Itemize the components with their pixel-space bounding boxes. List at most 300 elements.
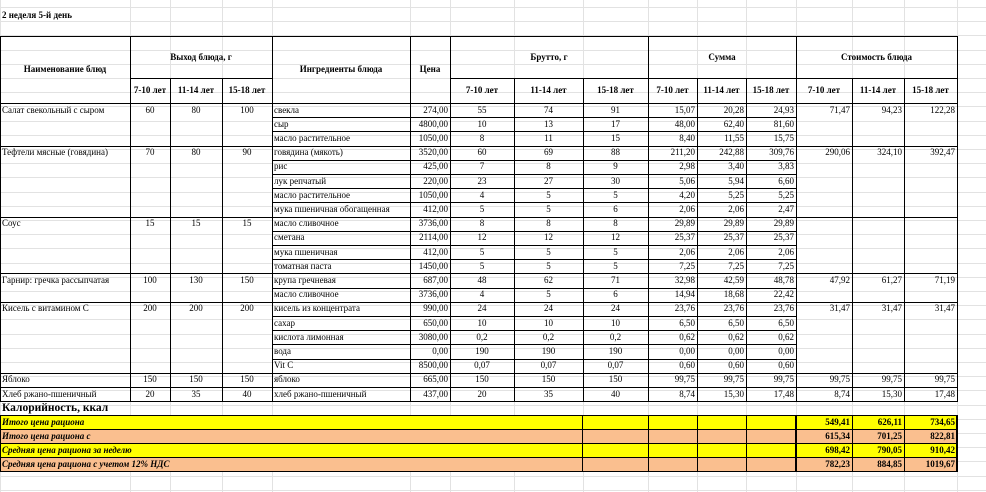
brutto-value[interactable]: 4 xyxy=(479,189,485,200)
sum-value[interactable]: 2,06 xyxy=(679,203,695,214)
yield-value[interactable]: 90 xyxy=(242,147,252,158)
header-age[interactable]: 7-10 лет xyxy=(465,85,499,95)
sum-value[interactable]: 29,89 xyxy=(723,218,744,229)
dish-cost-value[interactable]: 8,74 xyxy=(834,388,850,399)
brutto-value[interactable]: 71 xyxy=(611,274,620,285)
border-line xyxy=(514,78,515,103)
sum-value[interactable]: 0,62 xyxy=(778,331,794,342)
dish-cost-value[interactable]: 99,75 xyxy=(934,374,955,385)
ingredient-name[interactable]: рис xyxy=(274,161,288,172)
header-age[interactable]: 7-10 лет xyxy=(807,85,841,95)
header-age[interactable]: 7-10 лет xyxy=(656,85,689,95)
sum-value[interactable]: 32,98 xyxy=(674,274,695,285)
ingredient-price[interactable]: 990,00 xyxy=(423,303,448,314)
brutto-value[interactable]: 0,2 xyxy=(609,331,622,342)
yield-value[interactable]: 150 xyxy=(143,374,157,385)
sum-value[interactable]: 6,60 xyxy=(778,175,794,186)
ingredient-price[interactable]: 665,00 xyxy=(423,374,448,385)
border-line xyxy=(648,429,649,443)
dish-cost-value[interactable]: 392,47 xyxy=(930,147,955,158)
border-line xyxy=(904,78,905,103)
sum-value[interactable]: 25,37 xyxy=(723,232,744,243)
border-line xyxy=(956,415,958,471)
yield-value[interactable]: 150 xyxy=(240,374,254,385)
border-line xyxy=(582,457,583,471)
border-line xyxy=(746,415,747,429)
brutto-value[interactable]: 11 xyxy=(544,132,553,143)
header-age[interactable]: 11-14 лет xyxy=(530,85,567,95)
brutto-value[interactable]: 0,2 xyxy=(542,331,555,342)
sum-value[interactable]: 7,25 xyxy=(679,260,695,271)
ingredient-price[interactable]: 687,00 xyxy=(423,274,448,285)
ingredient-name[interactable]: масло сливочное xyxy=(274,218,339,229)
ingredient-price[interactable]: 412,00 xyxy=(423,246,448,257)
border-line xyxy=(130,36,131,103)
border-line xyxy=(852,103,853,401)
border-line xyxy=(746,78,747,103)
total-row-label[interactable]: Средняя цена рациона за неделю xyxy=(2,444,132,455)
brutto-value[interactable]: 69 xyxy=(544,147,553,158)
brutto-value[interactable]: 6 xyxy=(613,289,618,300)
brutto-value[interactable]: 4 xyxy=(479,289,485,300)
border-line xyxy=(130,103,131,401)
sum-value[interactable]: 0,00 xyxy=(728,345,744,356)
ingredient-name[interactable]: крупа гречневая xyxy=(274,274,336,285)
ingredient-price[interactable]: 4800,00 xyxy=(418,118,448,129)
ingredient-price[interactable]: 3736,00 xyxy=(418,218,448,229)
sum-value[interactable]: 6,50 xyxy=(778,317,794,328)
sum-value[interactable]: 5,25 xyxy=(778,189,794,200)
border-line xyxy=(746,443,747,457)
total-value[interactable]: 782,23 xyxy=(825,458,850,469)
ingredient-name[interactable]: вода xyxy=(274,345,292,356)
sum-value[interactable]: 48,78 xyxy=(773,274,794,285)
brutto-value[interactable]: 24 xyxy=(544,303,553,314)
yield-value[interactable]: 40 xyxy=(242,388,252,399)
brutto-value[interactable]: 30 xyxy=(611,175,620,186)
border-line xyxy=(904,429,905,443)
sum-value[interactable]: 15,30 xyxy=(723,388,744,399)
ingredient-name[interactable]: лук репчатый xyxy=(274,175,327,186)
yield-value[interactable]: 70 xyxy=(145,147,155,158)
calories-label[interactable]: Калорийность, ккал xyxy=(2,401,109,414)
brutto-value[interactable]: 5 xyxy=(546,260,551,271)
border-line xyxy=(697,457,698,471)
sum-value[interactable]: 25,37 xyxy=(674,232,695,243)
header-cost[interactable]: Стоимость блюда xyxy=(840,51,913,62)
dish-cost-value[interactable]: 17,48 xyxy=(934,388,955,399)
sum-value[interactable]: 0,60 xyxy=(728,360,744,371)
dish-name[interactable]: Тефтели мясные (говядина) xyxy=(2,147,108,158)
header-sum[interactable]: Сумма xyxy=(708,51,736,62)
sum-value[interactable]: 99,75 xyxy=(723,374,744,385)
brutto-value[interactable]: 150 xyxy=(541,374,556,385)
border-line xyxy=(648,457,649,471)
border-line xyxy=(410,36,411,103)
ingredient-name[interactable]: Vit C xyxy=(274,360,294,371)
sum-value[interactable]: 6,50 xyxy=(679,317,695,328)
brutto-value[interactable]: 48 xyxy=(477,274,487,285)
sum-value[interactable]: 29,89 xyxy=(674,218,695,229)
dish-cost-value[interactable]: 122,28 xyxy=(930,104,955,115)
border-line xyxy=(957,103,958,401)
dish-cost-value[interactable]: 324,10 xyxy=(877,147,902,158)
dish-cost-value[interactable]: 15,30 xyxy=(881,388,902,399)
brutto-value[interactable]: 9 xyxy=(613,161,618,172)
sum-value[interactable]: 15,75 xyxy=(773,132,794,143)
brutto-value[interactable]: 12 xyxy=(477,232,487,243)
dish-cost-value[interactable]: 31,47 xyxy=(881,303,902,314)
brutto-value[interactable]: 5 xyxy=(546,289,551,300)
border-line xyxy=(697,429,698,443)
border-line xyxy=(852,457,853,471)
ingredient-price[interactable]: 0,00 xyxy=(432,345,448,356)
sum-value[interactable]: 309,76 xyxy=(769,147,794,158)
sum-value[interactable]: 22,42 xyxy=(773,289,794,300)
border-line xyxy=(272,36,273,103)
brutto-value[interactable]: 12 xyxy=(611,232,620,243)
sum-value[interactable]: 2,06 xyxy=(728,203,744,214)
brutto-value[interactable]: 60 xyxy=(477,147,487,158)
ingredient-name[interactable]: хлеб ржано-пшеничный xyxy=(274,388,367,399)
dish-cost-value[interactable]: 61,27 xyxy=(881,274,902,285)
border-line xyxy=(583,103,584,401)
header-dish-name[interactable]: Наименование блюд xyxy=(23,64,107,74)
border-line xyxy=(697,415,698,429)
brutto-value[interactable]: 8 xyxy=(546,218,551,229)
header-age[interactable]: 15-18 лет xyxy=(752,85,790,95)
border-line xyxy=(582,443,583,457)
brutto-value[interactable]: 62 xyxy=(544,274,553,285)
header-age[interactable]: 11-14 лет xyxy=(703,85,740,95)
sum-value[interactable]: 62,40 xyxy=(723,118,744,129)
ingredient-name[interactable]: сметана xyxy=(274,232,305,243)
sum-value[interactable]: 24,93 xyxy=(773,104,794,115)
border-line xyxy=(583,78,584,103)
ingredient-name[interactable]: мука пшеничная xyxy=(274,246,338,257)
ingredient-price[interactable]: 650,00 xyxy=(423,317,448,328)
yield-value[interactable]: 80 xyxy=(191,147,201,158)
dish-cost-value[interactable]: 71,19 xyxy=(934,274,955,285)
dish-name[interactable]: Яблоко xyxy=(2,374,30,385)
header-age[interactable]: 15-18 лет xyxy=(912,85,949,95)
header-price[interactable]: Цена xyxy=(419,64,441,74)
yield-value[interactable]: 150 xyxy=(189,374,203,385)
brutto-value[interactable]: 6 xyxy=(613,203,618,214)
dish-cost-value[interactable]: 99,75 xyxy=(881,374,902,385)
brutto-value[interactable]: 0,07 xyxy=(474,360,490,371)
ingredient-price[interactable]: 412,00 xyxy=(423,203,448,214)
ingredient-name[interactable]: свекла xyxy=(274,104,300,115)
border-line xyxy=(0,471,958,472)
ingredient-name[interactable]: масло растительное xyxy=(274,189,351,200)
brutto-value[interactable]: 5 xyxy=(613,246,618,257)
sum-value[interactable]: 7,25 xyxy=(728,260,744,271)
dish-cost-value[interactable]: 99,75 xyxy=(829,374,850,385)
sum-value[interactable]: 99,75 xyxy=(773,374,794,385)
dish-cost-value[interactable]: 71,47 xyxy=(829,104,850,115)
sum-value[interactable]: 25,37 xyxy=(773,232,794,243)
sum-value[interactable]: 17,48 xyxy=(773,388,794,399)
ingredient-name[interactable]: сахар xyxy=(274,317,295,328)
yield-value[interactable]: 100 xyxy=(240,104,254,115)
sum-value[interactable]: 11,55 xyxy=(724,132,744,143)
border-line xyxy=(852,78,853,103)
yield-value[interactable]: 200 xyxy=(189,303,203,314)
sum-value[interactable]: 0,00 xyxy=(778,345,794,356)
border-line xyxy=(170,78,171,103)
total-value[interactable]: 1019,67 xyxy=(925,458,955,469)
border-line xyxy=(170,103,171,401)
border-line xyxy=(582,415,583,429)
yield-value[interactable]: 130 xyxy=(189,274,203,285)
sheet-title[interactable]: 2 неделя 5-й день xyxy=(2,9,72,20)
sum-value[interactable]: 4,20 xyxy=(679,189,695,200)
ingredient-name[interactable]: яблоко xyxy=(274,374,300,385)
total-value[interactable]: 734,65 xyxy=(930,416,955,427)
border-line xyxy=(648,415,649,429)
brutto-value[interactable]: 5 xyxy=(613,189,618,200)
border-line xyxy=(697,443,698,457)
brutto-value[interactable]: 190 xyxy=(475,345,489,356)
dish-cost-value[interactable]: 31,47 xyxy=(934,303,955,314)
total-value[interactable]: 698,42 xyxy=(825,444,850,455)
ingredient-name[interactable]: томатная паста xyxy=(274,260,332,271)
brutto-value[interactable]: 5 xyxy=(479,246,485,257)
brutto-value[interactable]: 12 xyxy=(544,232,553,243)
sum-value[interactable]: 23,76 xyxy=(674,303,695,314)
brutto-value[interactable]: 74 xyxy=(544,104,553,115)
total-value[interactable]: 701,25 xyxy=(877,430,902,441)
total-value[interactable]: 822,81 xyxy=(930,430,955,441)
header-age[interactable]: 15-18 лет xyxy=(597,85,634,95)
total-value[interactable]: 549,41 xyxy=(825,416,850,427)
ingredient-name[interactable]: кисель из концентрата xyxy=(274,303,360,314)
ingredient-name[interactable]: кислота лимонная xyxy=(274,331,344,342)
sum-value[interactable]: 2,47 xyxy=(778,203,794,214)
dish-name[interactable]: Гарнир: гречка рассыпчатая xyxy=(2,274,110,285)
sum-value[interactable]: 0,60 xyxy=(679,360,695,371)
brutto-value[interactable]: 0,2 xyxy=(476,331,488,342)
yield-value[interactable]: 35 xyxy=(191,388,201,399)
total-value[interactable]: 884,85 xyxy=(877,458,902,469)
sum-value[interactable]: 242,88 xyxy=(719,147,744,158)
sum-value[interactable]: 2,06 xyxy=(679,246,695,257)
total-value[interactable]: 626,11 xyxy=(877,416,902,427)
brutto-value[interactable]: 8 xyxy=(546,161,551,172)
border-line xyxy=(796,103,797,401)
dish-cost-value[interactable]: 94,23 xyxy=(881,104,902,115)
brutto-value[interactable]: 5 xyxy=(546,189,551,200)
ingredient-price[interactable]: 8500,00 xyxy=(418,360,448,371)
brutto-value[interactable]: 88 xyxy=(611,147,620,158)
sum-value[interactable]: 0,60 xyxy=(778,360,794,371)
ingredient-name[interactable]: говядина (мякоть) xyxy=(274,147,343,158)
brutto-value[interactable]: 150 xyxy=(608,374,623,385)
yield-value[interactable]: 80 xyxy=(191,104,201,115)
brutto-value[interactable]: 8 xyxy=(479,132,485,143)
brutto-value[interactable]: 5 xyxy=(546,246,551,257)
brutto-value[interactable]: 150 xyxy=(475,374,489,385)
brutto-value[interactable]: 10 xyxy=(544,317,553,328)
header-age[interactable]: 7-10 лет xyxy=(133,85,167,95)
sum-value[interactable]: 2,06 xyxy=(728,246,744,257)
dish-cost-value[interactable]: 290,06 xyxy=(825,147,850,158)
yield-value[interactable]: 200 xyxy=(240,303,254,314)
total-row-label[interactable]: Итого цена рациона xyxy=(2,416,85,427)
sum-value[interactable]: 0,00 xyxy=(679,345,695,356)
ingredient-price[interactable]: 425,00 xyxy=(423,161,448,172)
header-brutto[interactable]: Брутто, г xyxy=(530,51,568,62)
sum-value[interactable]: 3,83 xyxy=(778,161,794,172)
border-line xyxy=(582,429,583,443)
brutto-value[interactable]: 20 xyxy=(477,388,487,399)
sum-value[interactable]: 0,62 xyxy=(679,331,695,342)
sum-value[interactable]: 5,06 xyxy=(679,175,695,186)
brutto-value[interactable]: 10 xyxy=(477,317,487,328)
border-line xyxy=(450,103,451,401)
brutto-value[interactable]: 5 xyxy=(613,260,618,271)
border-line xyxy=(697,78,698,103)
yield-value[interactable]: 15 xyxy=(191,218,201,229)
total-row-label[interactable]: Средняя цена рациона с учетом 12% НДС xyxy=(2,458,170,469)
border-line xyxy=(0,457,1,471)
sum-value[interactable]: 3,40 xyxy=(728,161,744,172)
brutto-value[interactable]: 8 xyxy=(479,218,485,229)
dish-name[interactable]: Хлеб ржано-пшеничный xyxy=(2,388,97,399)
border-line xyxy=(852,443,853,457)
ingredient-name[interactable]: мука пшеничная обогащенная xyxy=(274,203,390,214)
brutto-value[interactable]: 15 xyxy=(611,132,620,143)
sum-value[interactable]: 81,60 xyxy=(773,118,794,129)
total-row-label[interactable]: Итого цена рациона с xyxy=(2,430,91,441)
dish-cost-value[interactable]: 47,92 xyxy=(829,274,850,285)
ingredient-name[interactable]: масло сливочное xyxy=(274,289,339,300)
gridline xyxy=(0,490,986,491)
dish-name[interactable]: Салат свекольный с сыром xyxy=(2,104,105,115)
sum-value[interactable]: 2,98 xyxy=(679,161,695,172)
brutto-value[interactable]: 190 xyxy=(608,345,623,356)
sum-value[interactable]: 29,89 xyxy=(773,218,794,229)
brutto-value[interactable]: 0,07 xyxy=(540,360,557,371)
border-line xyxy=(795,415,797,471)
sum-value[interactable]: 6,50 xyxy=(728,317,744,328)
sum-value[interactable]: 5,94 xyxy=(728,175,744,186)
brutto-value[interactable]: 7 xyxy=(479,161,485,172)
brutto-value[interactable]: 23 xyxy=(477,175,487,186)
total-value[interactable]: 615,34 xyxy=(825,430,850,441)
sum-value[interactable]: 14,94 xyxy=(674,289,695,300)
ingredient-name[interactable]: масло растительное xyxy=(274,132,351,143)
ingredient-price[interactable]: 3520,00 xyxy=(418,147,448,158)
brutto-value[interactable]: 91 xyxy=(611,104,620,115)
dish-cost-value[interactable]: 31,47 xyxy=(829,303,850,314)
sum-value[interactable]: 20,28 xyxy=(723,104,744,115)
sum-value[interactable]: 7,25 xyxy=(778,260,794,271)
border-line xyxy=(0,415,1,429)
border-line xyxy=(222,103,223,401)
ingredient-name[interactable]: сыр xyxy=(274,118,289,129)
header-age[interactable]: 15-18 лет xyxy=(228,85,266,95)
yield-value[interactable]: 15 xyxy=(145,218,155,229)
brutto-value[interactable]: 10 xyxy=(477,118,487,129)
border-line xyxy=(904,415,905,429)
yield-value[interactable]: 150 xyxy=(240,274,254,285)
header-age[interactable]: 11-14 лет xyxy=(859,85,897,95)
ingredient-price[interactable]: 3736,00 xyxy=(418,289,448,300)
dish-name[interactable]: Соус xyxy=(2,218,21,229)
border-line xyxy=(450,36,451,103)
brutto-value[interactable]: 8 xyxy=(613,218,618,229)
sum-value[interactable]: 18,68 xyxy=(723,289,744,300)
brutto-value[interactable]: 24 xyxy=(477,303,487,314)
total-value[interactable]: 790,05 xyxy=(877,444,902,455)
border-line xyxy=(0,103,1,401)
ingredient-price[interactable]: 1050,00 xyxy=(418,132,448,143)
sum-value[interactable]: 5,25 xyxy=(728,189,744,200)
yield-value[interactable]: 100 xyxy=(143,274,157,285)
border-line xyxy=(222,78,223,103)
dish-name[interactable]: Кисель с витамином С xyxy=(2,303,89,314)
brutto-value[interactable]: 190 xyxy=(541,345,556,356)
ingredient-price[interactable]: 274,00 xyxy=(423,104,448,115)
sum-value[interactable]: 2,06 xyxy=(778,246,794,257)
brutto-value[interactable]: 17 xyxy=(611,118,620,129)
sum-value[interactable]: 23,76 xyxy=(723,303,744,314)
brutto-value[interactable]: 27 xyxy=(544,175,553,186)
total-value[interactable]: 910,42 xyxy=(930,444,955,455)
yield-value[interactable]: 20 xyxy=(145,388,155,399)
header-age[interactable]: 11-14 лет xyxy=(177,85,215,95)
brutto-value[interactable]: 5 xyxy=(546,203,551,214)
brutto-value[interactable]: 5 xyxy=(479,203,485,214)
brutto-value[interactable]: 0,07 xyxy=(607,360,624,371)
sum-value[interactable]: 48,00 xyxy=(674,118,695,129)
ingredient-price[interactable]: 2114,00 xyxy=(419,232,448,243)
sum-value[interactable]: 42,59 xyxy=(723,274,744,285)
brutto-value[interactable]: 24 xyxy=(611,303,620,314)
ingredient-price[interactable]: 1450,00 xyxy=(418,260,448,271)
brutto-value[interactable]: 40 xyxy=(611,388,620,399)
yield-value[interactable]: 60 xyxy=(145,104,155,115)
border-line xyxy=(697,103,698,401)
brutto-value[interactable]: 55 xyxy=(477,104,487,115)
yield-value[interactable]: 15 xyxy=(242,218,252,229)
ingredient-price[interactable]: 1050,00 xyxy=(418,189,448,200)
header-ingredients[interactable]: Ингредиенты блюда xyxy=(299,64,383,74)
sum-value[interactable]: 23,76 xyxy=(773,303,794,314)
brutto-value[interactable]: 5 xyxy=(479,260,485,271)
header-yield[interactable]: Выход блюда, г xyxy=(170,51,232,62)
border-line xyxy=(410,103,411,401)
border-line xyxy=(746,429,747,443)
sum-value[interactable]: 8,74 xyxy=(679,388,695,399)
brutto-value[interactable]: 10 xyxy=(611,317,620,328)
border-line xyxy=(904,457,905,471)
sum-value[interactable]: 211,20 xyxy=(670,147,695,158)
yield-value[interactable]: 200 xyxy=(143,303,157,314)
sum-value[interactable]: 8,40 xyxy=(679,132,695,143)
sum-value[interactable]: 15,07 xyxy=(674,104,695,115)
brutto-value[interactable]: 13 xyxy=(544,118,553,129)
ingredient-price[interactable]: 3080,00 xyxy=(418,331,448,342)
brutto-value[interactable]: 35 xyxy=(544,388,553,399)
sum-value[interactable]: 99,75 xyxy=(674,374,695,385)
sum-value[interactable]: 0,62 xyxy=(728,331,744,342)
ingredient-price[interactable]: 220,00 xyxy=(423,175,448,186)
ingredient-price[interactable]: 437,00 xyxy=(423,388,448,399)
border-line xyxy=(904,443,905,457)
